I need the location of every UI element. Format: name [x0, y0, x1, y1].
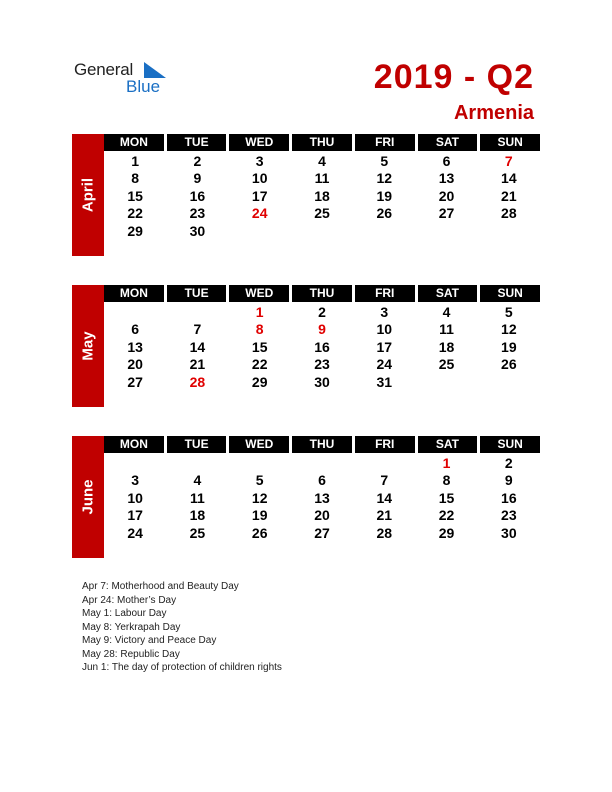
weekday-name: SUN	[480, 134, 540, 151]
day-cell	[166, 304, 228, 321]
day-cell: 11	[439, 321, 454, 338]
day-cell: 26	[501, 356, 517, 373]
day-cell	[291, 223, 353, 240]
day-cell: 18	[438, 338, 455, 355]
day-cell: 6	[442, 153, 451, 169]
holiday-entry: Apr 24: Mother’s Day	[82, 594, 177, 606]
week-row	[104, 525, 540, 542]
week-row	[104, 321, 540, 338]
day-cell	[104, 304, 166, 321]
day-cell: 24	[376, 356, 393, 373]
day-cell: 13	[438, 170, 455, 187]
month-name: June	[79, 479, 97, 515]
day-cell: 27	[438, 205, 455, 222]
day-cell: 26	[251, 524, 268, 541]
week-row	[104, 472, 540, 489]
day-cell: 18	[189, 507, 206, 524]
day-cell: 14	[189, 338, 206, 355]
page-title: 2019 - Q2	[373, 58, 534, 96]
day-cell: 5	[380, 153, 389, 169]
day-cell: 28	[376, 524, 393, 541]
day-grid	[104, 304, 540, 391]
day-cell	[478, 374, 540, 391]
day-cell: 10	[127, 489, 143, 506]
day-cell: 29	[251, 373, 268, 390]
day-cell: 24	[127, 524, 143, 541]
day-cell: 8	[442, 472, 451, 489]
week-row	[104, 507, 540, 524]
day-cell: 15	[438, 489, 455, 506]
day-cell: 26	[376, 205, 393, 222]
day-cell: 17	[127, 507, 143, 524]
day-cell: 9	[504, 472, 513, 489]
day-cell: 8	[131, 170, 140, 187]
day-cell: 30	[189, 222, 206, 239]
holiday-list	[82, 580, 282, 675]
month-block-april	[72, 134, 540, 256]
day-cell: 3	[255, 153, 264, 169]
week-row	[104, 304, 540, 321]
day-cell: 21	[501, 187, 517, 204]
day-cell: 15	[127, 187, 143, 204]
day-cell: 20	[314, 507, 330, 524]
month-label-bar	[72, 134, 104, 256]
day-cell: 11	[314, 170, 330, 187]
day-cell: 5	[255, 472, 264, 489]
day-cell: 27	[127, 373, 143, 390]
weekday-name: WED	[229, 134, 289, 151]
weekday-name: TUE	[167, 436, 227, 453]
day-cell: 13	[127, 338, 143, 355]
weekday-name: SUN	[480, 285, 540, 302]
day-cell: 4	[193, 472, 202, 489]
day-cell: 10	[376, 321, 393, 338]
week-row	[104, 223, 540, 240]
day-cell: 25	[189, 524, 206, 541]
day-cell: 3	[380, 304, 389, 320]
holiday-day-cell: 28	[189, 373, 206, 390]
day-cell: 10	[251, 170, 268, 187]
day-cell: 7	[193, 321, 202, 338]
day-cell: 2	[504, 455, 513, 471]
holiday-entry: Jun 1: The day of protection of children rights	[82, 662, 282, 673]
week-row	[104, 374, 540, 391]
weekday-name: FRI	[355, 285, 415, 302]
day-cell	[415, 374, 477, 391]
day-cell: 3	[131, 472, 140, 489]
day-cell	[291, 455, 353, 472]
month-name: May	[79, 331, 97, 361]
holiday-entry: May 28: Republic Day	[82, 648, 180, 660]
day-cell: 2	[193, 153, 202, 169]
day-grid	[104, 153, 540, 240]
day-cell: 16	[314, 338, 330, 355]
weekday-name: THU	[292, 436, 352, 453]
weekday-name: WED	[229, 285, 289, 302]
day-cell: 18	[314, 187, 330, 204]
day-cell: 19	[376, 187, 393, 204]
day-cell: 27	[314, 524, 330, 541]
weekday-name: TUE	[167, 134, 227, 151]
holiday-day-cell: 9	[318, 321, 326, 338]
day-cell: 16	[501, 489, 517, 506]
day-cell: 11	[190, 489, 205, 506]
day-cell: 7	[380, 472, 389, 489]
day-cell	[229, 455, 291, 472]
day-cell: 4	[442, 304, 451, 320]
holiday-day-cell: 24	[251, 205, 268, 222]
day-cell	[415, 223, 477, 240]
day-cell: 13	[314, 489, 330, 506]
week-row	[104, 205, 540, 222]
logo-blue-text: Blue	[126, 77, 161, 96]
day-cell	[166, 455, 228, 472]
holiday-day-cell: 1	[255, 304, 264, 320]
day-cell: 15	[251, 338, 268, 355]
weekday-name: MON	[104, 436, 164, 453]
day-cell: 30	[501, 524, 517, 541]
weekday-name: WED	[229, 436, 289, 453]
logo-triangle-icon	[144, 62, 166, 78]
week-row	[104, 455, 540, 472]
holiday-entry: May 1: Labour Day	[82, 608, 167, 619]
day-cell: 25	[438, 356, 455, 373]
day-cell: 21	[189, 356, 206, 373]
day-cell: 17	[251, 187, 268, 204]
day-cell: 6	[318, 472, 326, 489]
day-cell	[229, 223, 291, 240]
day-cell: 1	[131, 153, 140, 169]
weekday-header	[104, 436, 540, 453]
weekday-name: MON	[104, 285, 164, 302]
weekday-name: FRI	[355, 134, 415, 151]
holiday-day-cell: 7	[504, 153, 513, 169]
day-cell: 19	[501, 338, 517, 355]
month-block-may	[72, 285, 540, 407]
day-grid	[104, 455, 540, 542]
weekday-name: SAT	[418, 134, 478, 151]
day-cell: 20	[127, 356, 143, 373]
month-name: April	[79, 177, 97, 213]
day-cell: 23	[501, 507, 517, 524]
holiday-entry: Apr 7: Motherhood and Beauty Day	[82, 581, 239, 592]
day-cell: 19	[251, 507, 268, 524]
day-cell: 6	[131, 321, 140, 338]
day-cell: 21	[376, 507, 393, 524]
weekday-name: SAT	[418, 285, 478, 302]
day-cell: 30	[314, 373, 330, 390]
holiday-day-cell: 8	[255, 321, 264, 338]
weekday-name: THU	[292, 285, 352, 302]
holiday-day-cell: 1	[442, 455, 451, 471]
day-cell: 25	[314, 205, 330, 222]
day-cell: 12	[251, 489, 268, 506]
holiday-entry: May 9: Victory and Peace Day	[82, 635, 217, 646]
weekday-name: TUE	[167, 285, 227, 302]
weekday-name: SUN	[480, 436, 540, 453]
country-name: Armenia	[453, 102, 534, 124]
day-cell: 23	[189, 205, 206, 222]
week-row	[104, 153, 540, 170]
week-row	[104, 356, 540, 373]
day-cell	[478, 223, 540, 240]
day-cell: 14	[501, 170, 517, 187]
day-cell: 14	[376, 489, 393, 506]
weekday-name: MON	[104, 134, 164, 151]
day-cell	[104, 455, 166, 472]
day-cell: 2	[318, 304, 326, 320]
weekday-name: THU	[292, 134, 352, 151]
week-row	[104, 170, 540, 187]
day-cell: 28	[501, 205, 517, 222]
day-cell: 22	[438, 507, 455, 524]
month-label-bar	[72, 285, 104, 407]
weekday-name: SAT	[418, 436, 478, 453]
month-label-bar	[72, 436, 104, 558]
day-cell	[353, 223, 415, 240]
weekday-name: FRI	[355, 436, 415, 453]
day-cell: 20	[438, 187, 455, 204]
brand-logo	[74, 60, 174, 96]
day-cell: 12	[501, 321, 517, 338]
day-cell: 29	[438, 524, 455, 541]
day-cell: 17	[376, 338, 393, 355]
day-cell: 4	[318, 153, 326, 169]
day-cell: 5	[504, 304, 513, 320]
weekday-header	[104, 134, 540, 151]
logo-general-text: General	[74, 60, 134, 79]
week-row	[104, 339, 540, 356]
day-cell: 16	[189, 187, 206, 204]
day-cell: 12	[376, 170, 393, 187]
day-cell: 9	[193, 170, 202, 187]
holiday-entry: May 8: Yerkrapah Day	[82, 621, 181, 633]
day-cell: 31	[376, 373, 393, 390]
day-cell: 23	[314, 356, 330, 373]
day-cell: 29	[127, 222, 143, 239]
day-cell	[353, 455, 415, 472]
week-row	[104, 490, 540, 507]
month-block-june	[72, 436, 540, 558]
day-cell: 22	[251, 356, 268, 373]
week-row	[104, 188, 540, 205]
weekday-header	[104, 285, 540, 302]
day-cell: 22	[127, 205, 143, 222]
